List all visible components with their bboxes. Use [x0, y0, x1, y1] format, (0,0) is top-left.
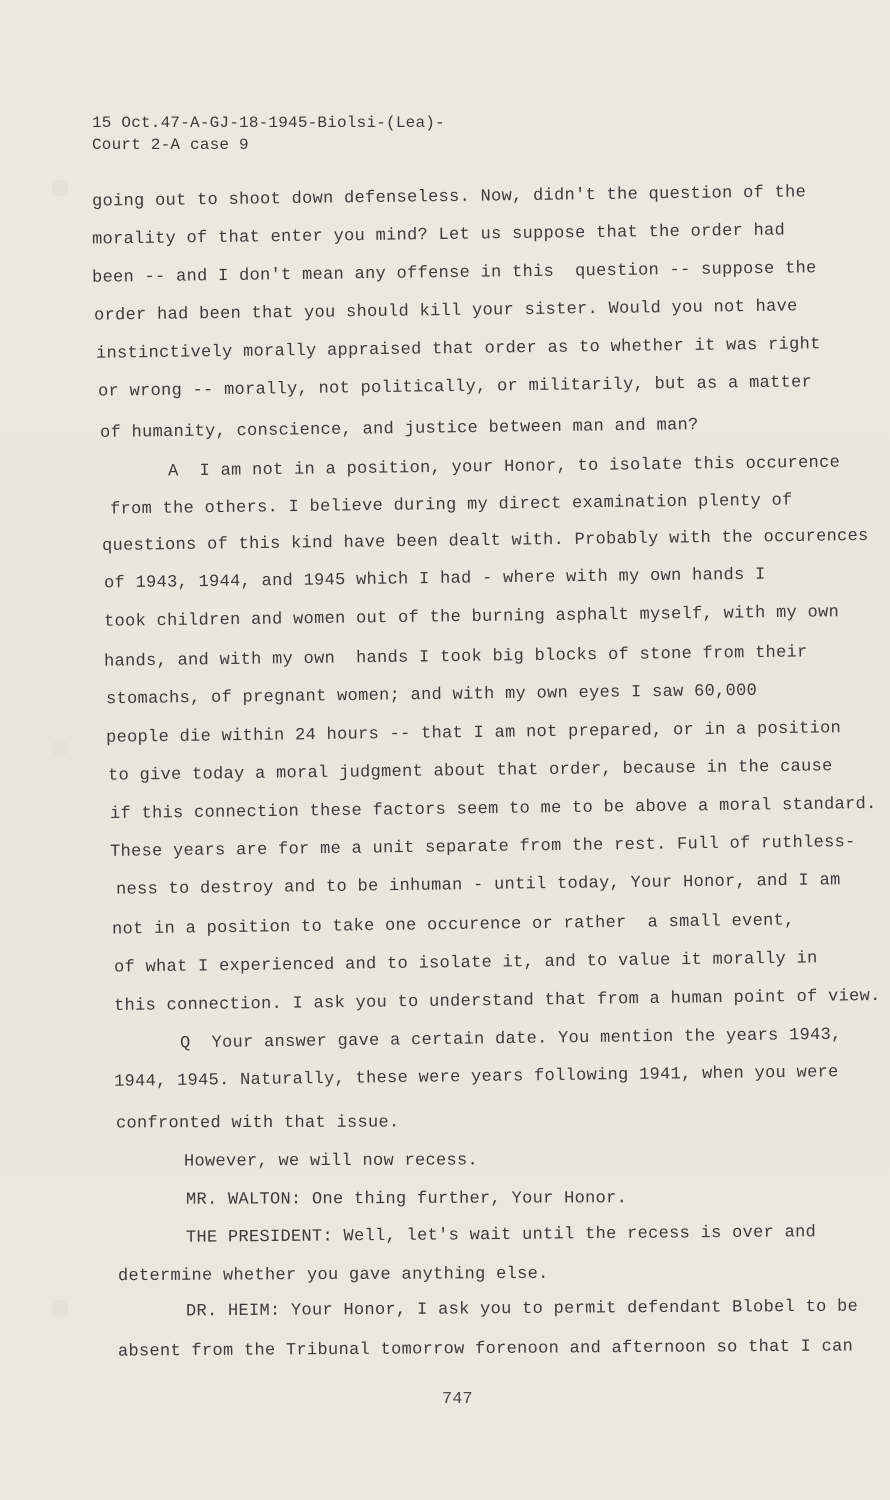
text-line: stomachs, of pregnant women; and with my own eyes I saw 60,000 — [105, 681, 758, 710]
text-line: this connection. I ask you to understand that from a human point of view. — [113, 986, 881, 1017]
text-line: These years are for me a unit separate from the rest. Full of ruthless- — [109, 833, 856, 862]
text-line: order had been that you should kill your sister. Would you not have — [93, 297, 798, 326]
text-line: of humanity, conscience, and justice between man and man? — [99, 416, 699, 443]
text-line: morality of that enter you mind? Let us suppose that the order had — [91, 221, 786, 250]
text-line: not in a position to take one occurence or rather a small event, — [111, 911, 795, 940]
text-line: Q Your answer gave a certain date. You mention the years 1943, — [179, 1025, 842, 1054]
text-line: hands, and with my own hands I took big blocks of stone from their — [103, 643, 808, 672]
header-line: 15 Oct.47-A-GJ-18-1945-Biolsi-(Lea)- — [92, 114, 445, 132]
text-line: ness to destroy and to be inhuman - until today, Your Honor, and I am — [115, 871, 841, 900]
text-line: if this connection these factors seem to me to be above a moral standard. — [109, 794, 877, 825]
text-line: going out to shoot down defenseless. Now, didn't the question of the — [91, 183, 807, 212]
text-line: confronted with that issue. — [115, 1113, 400, 1134]
text-line: people die within 24 hours -- that I am not prepared, or in a position — [105, 719, 842, 748]
text-line: questions of this kind have been dealt with. Probably with the occurences — [101, 526, 869, 557]
header-line: Court 2-A case 9 — [92, 136, 249, 154]
text-line: MR. WALTON: One thing further, Your Honor. — [185, 1189, 628, 1210]
punch-hole — [52, 180, 68, 196]
text-line: DR. HEIM: Your Honor, I ask you to permit defendant Blobel to be — [185, 1297, 859, 1322]
text-line: 1944, 1945. Naturally, these were years following 1941, when you were — [113, 1063, 839, 1092]
text-line: A I am not in a position, your Honor, to isolate this occurence — [167, 453, 841, 482]
punch-hole — [52, 740, 68, 756]
text-line: absent from the Tribunal tomorrow forenoon and afternoon so that I can — [117, 1337, 854, 1362]
text-line: determine whether you gave anything else. — [117, 1264, 549, 1287]
punch-hole — [52, 1300, 68, 1316]
text-line: of 1943, 1944, and 1945 which I had - where with my own hands I — [103, 565, 766, 594]
text-line: of what I experienced and to isolate it, and to value it morally in — [113, 949, 818, 978]
page-number: 747 — [442, 1390, 473, 1409]
text-line: been -- and I don't mean any offense in this question -- suppose the — [91, 259, 817, 288]
text-line: took children and women out of the burning asphalt myself, with my own — [103, 603, 840, 632]
text-line: instinctively morally appraised that order as to whether it was right — [95, 335, 821, 364]
document-header — [92, 112, 445, 156]
text-line: from the others. I believe during my direct examination plenty of — [109, 491, 793, 520]
text-line: or wrong -- morally, not politically, or militarily, but as a matter — [97, 373, 813, 402]
text-line: THE PRESIDENT: Well, let's wait until the recess is over and — [185, 1223, 817, 1248]
text-line: to give today a moral judgment about that order, because in the cause — [107, 757, 833, 786]
text-line: However, we will now recess. — [183, 1151, 479, 1172]
